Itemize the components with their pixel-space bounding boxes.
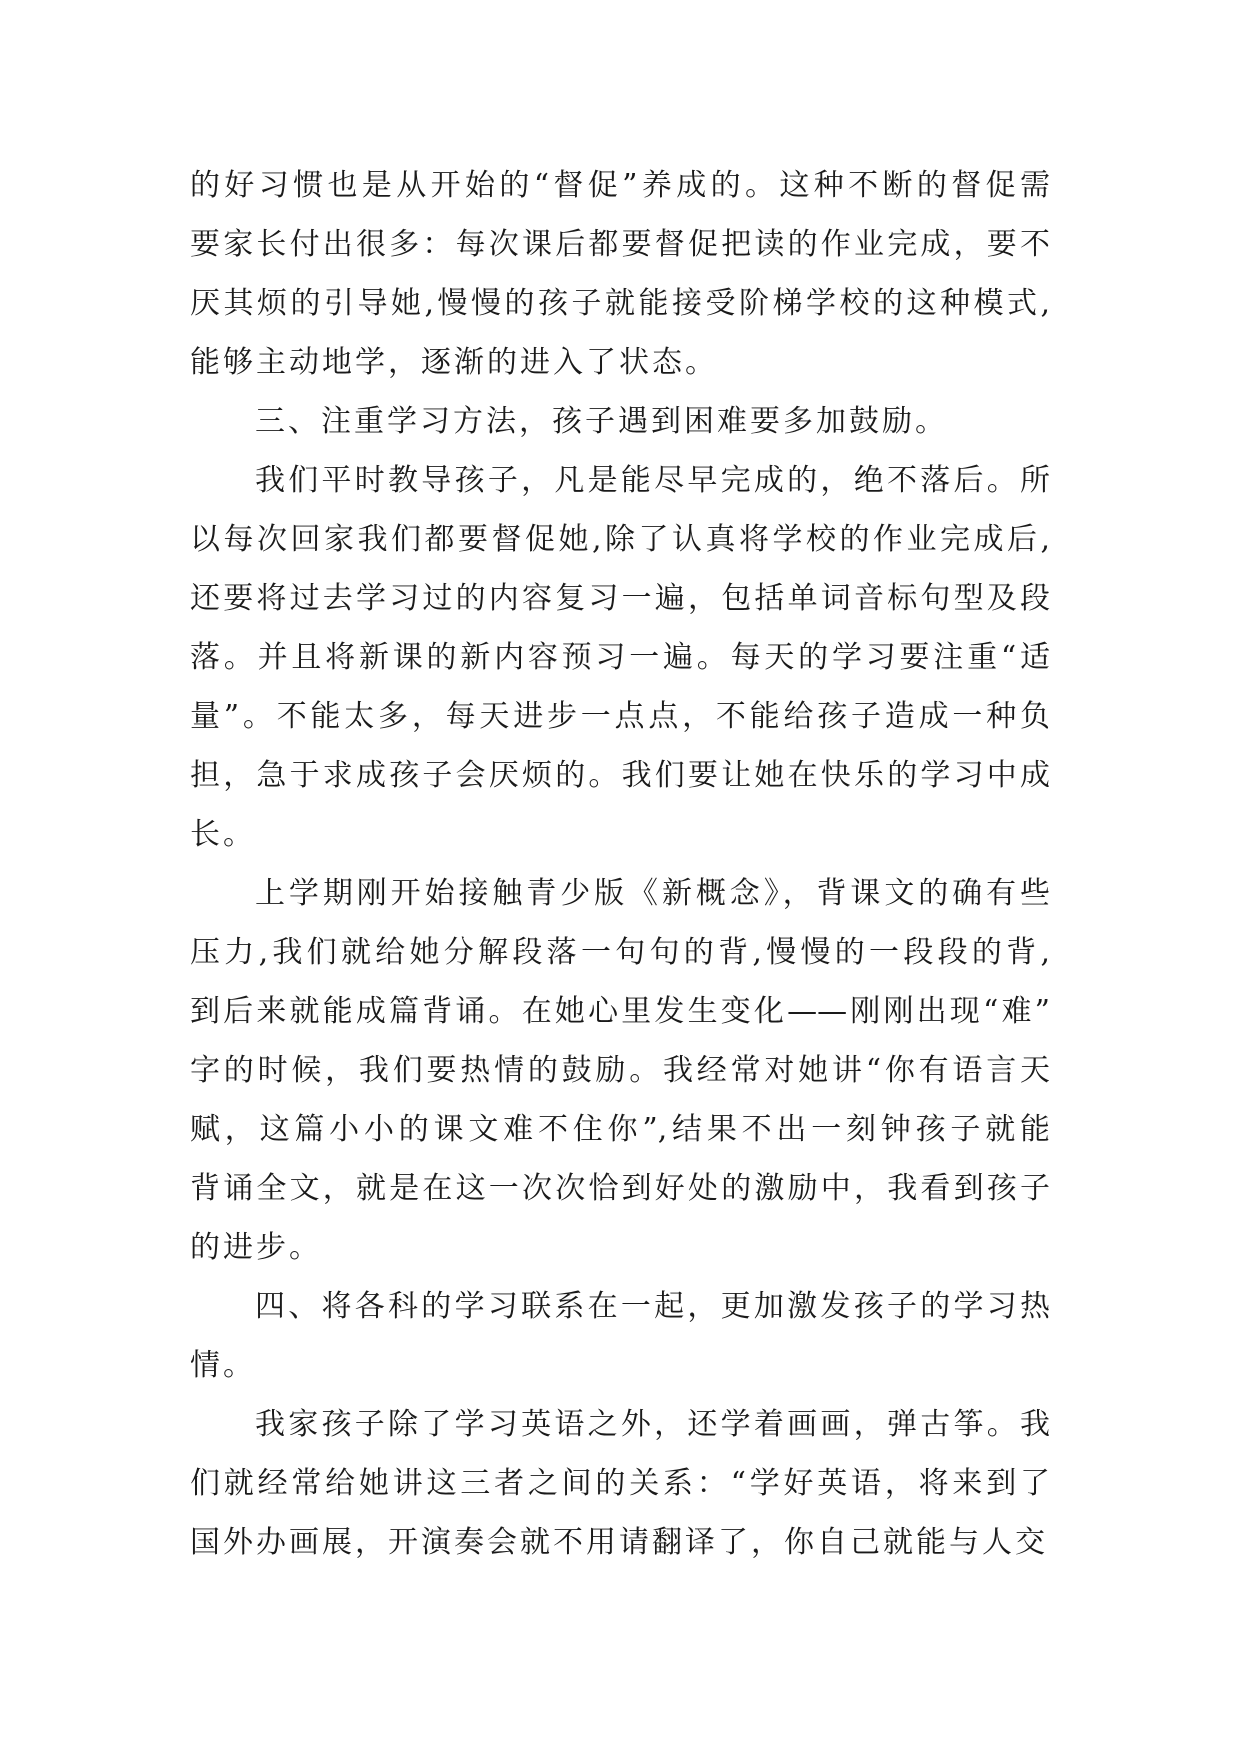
text-line: 背诵全文，就是在这一次次恰到好处的激励中，我看到孩子 xyxy=(190,1171,1050,1206)
text-line: 国外办画展，开演奏会就不用请翻译了，你自己就能与人交 xyxy=(190,1525,1048,1560)
text-line: 厌其烦的引导她,慢慢的孩子就能接受阶梯学校的这种模式, xyxy=(190,286,1050,321)
text-line: 的进步。 xyxy=(190,1230,322,1265)
text-line: 以每次回家我们都要督促她,除了认真将学校的作业完成后, xyxy=(190,522,1050,557)
paragraph xyxy=(190,1395,1050,1572)
text-line: 到后来就能成篇背诵。在她心里发生变化——刚刚出现“难” xyxy=(190,994,1050,1029)
document-page xyxy=(190,156,1050,1626)
text-line: 四、将各科的学习联系在一起，更加激发孩子的学习热 xyxy=(255,1289,1050,1324)
text-line: 担，急于求成孩子会厌烦的。我们要让她在快乐的学习中成 xyxy=(190,758,1050,793)
paragraph xyxy=(190,451,1050,864)
text-line: 三、注重学习方法，孩子遇到困难要多加鼓励。 xyxy=(255,404,948,439)
text-line: 还要将过去学习过的内容复习一遍，包括单词音标句型及段 xyxy=(190,581,1050,616)
text-line: 字的时候，我们要热情的鼓励。我经常对她讲“你有语言天 xyxy=(190,1053,1050,1088)
paragraph xyxy=(190,1277,1050,1395)
text-line: 我家孩子除了学习英语之外，还学着画画，弹古筝。我 xyxy=(255,1407,1050,1442)
paragraph xyxy=(190,392,1050,451)
text-line: 能够主动地学，逐渐的进入了状态。 xyxy=(190,345,718,380)
text-line: 赋，这篇小小的课文难不住你”,结果不出一刻钟孩子就能 xyxy=(190,1112,1050,1147)
text-line: 量”。不能太多，每天进步一点点，不能给孩子造成一种负 xyxy=(190,699,1050,734)
paragraph xyxy=(190,156,1050,392)
text-line: 要家长付出很多：每次课后都要督促把读的作业完成，要不 xyxy=(190,227,1050,262)
text-line: 上学期刚开始接触青少版《新概念》，背课文的确有些 xyxy=(255,876,1050,911)
paragraph xyxy=(190,864,1050,1277)
text-line: 们就经常给她讲这三者之间的关系：“学好英语，将来到了 xyxy=(190,1466,1050,1501)
text-line: 情。 xyxy=(190,1348,256,1383)
text-line: 落。并且将新课的新内容预习一遍。每天的学习要注重“适 xyxy=(190,640,1050,675)
text-line: 我们平时教导孩子，凡是能尽早完成的，绝不落后。所 xyxy=(255,463,1050,498)
text-line: 的好习惯也是从开始的“督促”养成的。这种不断的督促需 xyxy=(190,168,1050,203)
text-line: 长。 xyxy=(190,817,256,852)
text-line: 压力,我们就给她分解段落一句句的背,慢慢的一段段的背, xyxy=(190,935,1050,970)
